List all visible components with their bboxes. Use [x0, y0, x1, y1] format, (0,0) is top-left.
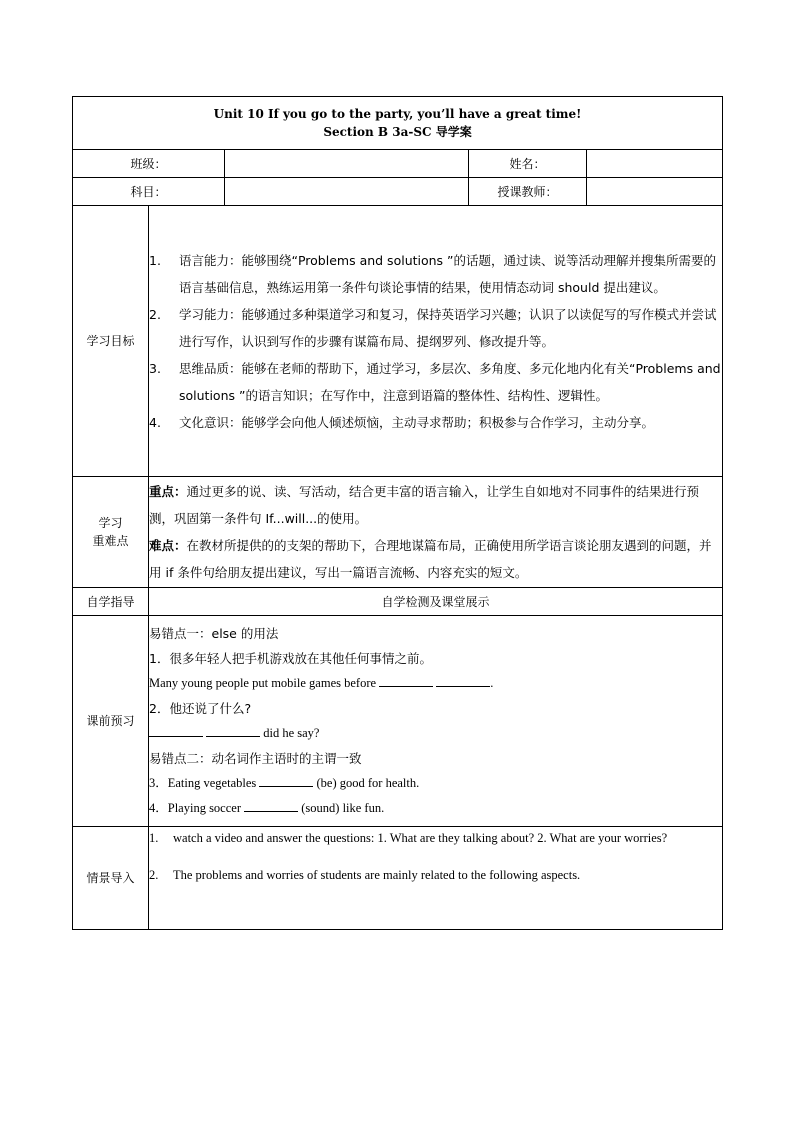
question-1-english	[149, 671, 722, 696]
teacher-field[interactable]	[587, 178, 723, 206]
teacher-label: 授课教师：	[469, 178, 587, 206]
question-3-hint: (be) good for health.	[316, 776, 420, 790]
question-2-english	[149, 721, 722, 746]
name-label: 姓名：	[469, 150, 587, 178]
answer-blank[interactable]	[244, 799, 298, 812]
situation-text: The problems and worries of students are mainly related to the following aspects.	[173, 868, 581, 882]
title-line-2: Section B 3a-SC 导学案	[323, 125, 472, 139]
goal-item	[149, 247, 722, 301]
name-field[interactable]	[587, 150, 723, 178]
situation-text: watch a video and answer the questions: 1. What are they talking about? 2. What are your worries?	[173, 831, 668, 845]
subject-label: 科目：	[73, 178, 225, 206]
question-2-text: did he say?	[263, 726, 320, 740]
hard-point-label: 难点：	[149, 538, 187, 553]
subject-field[interactable]	[225, 178, 469, 206]
answer-blank[interactable]	[379, 674, 433, 687]
preview-content	[149, 616, 723, 827]
key-point-label: 重点：	[149, 484, 187, 499]
keypoints-content	[149, 477, 723, 588]
goal-number: 2.	[149, 306, 161, 322]
goal-number: 4.	[149, 414, 161, 430]
error-point-2: 易错点二：动名词作主语时的主谓一致	[149, 751, 362, 766]
goal-item	[149, 355, 722, 409]
key-point-text: 通过更多的说、读、写活动，结合更丰富的语言输入，让学生自如地对不同事件的结果进行预测，巩固第一条件句 If...will...的使用。	[149, 484, 700, 526]
situation-label: 情景导入	[73, 827, 149, 930]
answer-blank[interactable]	[206, 724, 260, 737]
title-cell	[73, 97, 723, 150]
question-1-end: .	[490, 676, 494, 690]
situation-content	[149, 827, 723, 930]
goal-text: 文化意识：能够学会向他人倾述烦恼，主动寻求帮助；积极参与合作学习，主动分享。	[179, 414, 655, 430]
goals-content	[149, 206, 723, 477]
guide-label: 自学指导	[73, 588, 149, 616]
keypoints-label-line-2: 重难点	[92, 534, 129, 548]
situation-item	[149, 827, 722, 850]
goal-text: 思维品质：能够在老师的帮助下，通过学习，多层次、多角度、多元化地内化有关“Problems and solutions ”的语言知识；在写作中，注意到语篇的整体性、结构性、逻辑性。	[179, 360, 721, 403]
answer-blank[interactable]	[259, 774, 313, 787]
question-1-text: Many young people put mobile games before	[149, 676, 377, 690]
answer-blank[interactable]	[149, 724, 203, 737]
goal-item	[149, 301, 722, 355]
question-3-text: 3．Eating vegetables	[149, 776, 257, 790]
situation-number: 1.	[149, 831, 159, 845]
error-point-1: 易错点一：else 的用法	[149, 626, 279, 641]
question-3	[149, 771, 722, 796]
answer-blank[interactable]	[436, 674, 490, 687]
question-4	[149, 796, 722, 821]
question-1-chinese: 1．很多年轻人把手机游戏放在其他任何事情之前。	[149, 651, 432, 666]
question-4-hint: (sound) like fun.	[301, 801, 385, 815]
hard-point	[149, 532, 722, 586]
goals-label: 学习目标	[73, 206, 149, 477]
goal-number: 1.	[149, 252, 161, 268]
goal-number: 3.	[149, 360, 161, 376]
question-2-chinese: 2．他还说了什么?	[149, 701, 252, 716]
preview-label: 课前预习	[73, 616, 149, 827]
keypoints-label	[73, 477, 149, 588]
hard-point-text: 在教材所提供的的支架的帮助下，合理地谋篇布局，正确使用所学语言谈论朋友遇到的问题，并用 if 条件句给朋友提出建议，写出一篇语言流畅、内容充实的短文。	[149, 538, 712, 580]
title-line-1: Unit 10 If you go to the party, you’ll have a great time!	[213, 107, 582, 121]
question-4-text: 4．Playing soccer	[149, 801, 241, 815]
worksheet-table	[72, 96, 723, 930]
goal-text: 学习能力：能够通过多种渠道学习和复习，保持英语学习兴趣；认识了以读促写的写作模式并尝试进行写作，认识到写作的步骤有谋篇布局、提纲罗列、修改提升等。	[179, 306, 717, 349]
keypoints-label-line-1: 学习	[98, 516, 123, 530]
goal-item	[149, 409, 722, 436]
situation-item	[149, 864, 722, 887]
class-label: 班级：	[73, 150, 225, 178]
goal-text: 语言能力：能够围绕“Problems and solutions ”的话题，通过读、说等活动理解并搜集所需要的语言基础信息，熟练运用第一条件句谈论事情的结果，使用情态动词 should 提出建议。	[179, 252, 717, 295]
class-field[interactable]	[225, 150, 469, 178]
situation-number: 2.	[149, 868, 159, 882]
key-point	[149, 478, 722, 532]
guide-header: 自学检测及课堂展示	[149, 588, 723, 616]
